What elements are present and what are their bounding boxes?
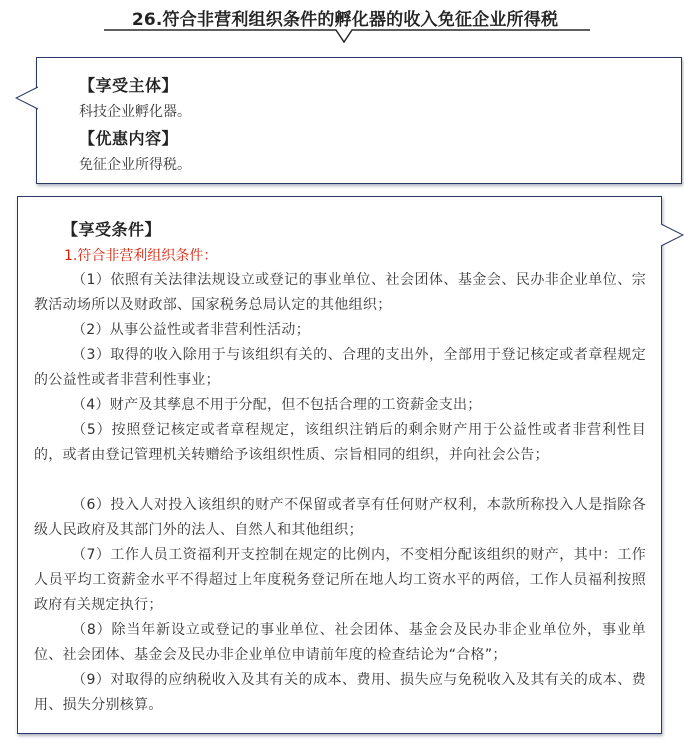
benefit-heading: 【优惠内容】 xyxy=(79,129,179,148)
subject-heading: 【享受主体】 xyxy=(79,76,179,95)
condition-item: （3）取得的收入除用于与该组织有关的、合理的支出外，全部用于登记核定或者章程规定的公益性或者非营利性事业； xyxy=(34,347,646,388)
condition-item: （8）除当年新设立或登记的事业单位、社会团体、基金会及民办非企业单位外，事业单位、社会团体、基金会及民办非企业单位申请前年度的检查结论为“合格”； xyxy=(34,622,646,663)
condition-item: （2）从事公益性或者非营利性活动； xyxy=(72,322,311,338)
conditions-subheading: 1.符合非营利组织条件： xyxy=(64,248,218,264)
conditions-heading: 【享受条件】 xyxy=(62,220,162,239)
condition-item: （4）财产及其孳息不用于分配，但不包括合理的工资薪金支出； xyxy=(72,397,482,413)
benefit-text: 免征企业所得税。 xyxy=(79,157,191,173)
condition-item: （1）依照有关法律法规设立或登记的事业单位、社会团体、基金会、民办非企业单位、宗教活动场所以及财政部、国家税务总局认定的其他组织； xyxy=(34,272,646,313)
card-pointer-left-icon xyxy=(15,86,39,110)
condition-item: （7）工作人员工资福利开支控制在规定的比例内，不变相分配该组织的财产，其中：工作人员平均工资薪金水平不得超过上年度税务登记所在地人均工资水平的两倍，工作人员福利按照政府有关规定执行； xyxy=(34,547,646,613)
card-pointer-right-icon xyxy=(660,223,684,247)
page-title: 26.符合非营利组织条件的孵化器的收入免征企业所得税 xyxy=(131,10,559,30)
title-banner xyxy=(100,4,590,44)
condition-item: （6）投入人对投入该组织的财产不保留或者享有任何财产权利，本款所称投入人是指除各级人民政府及其部门外的法人、自然人和其他组织； xyxy=(34,497,646,538)
condition-item: （5）按照登记核定或者章程规定，该组织注销后的剩余财产用于公益性或者非营利性目的，或者由登记管理机关转赠给予该组织性质、宗旨相同的组织，并向社会公告； xyxy=(34,422,646,463)
subject-benefit-card xyxy=(36,57,682,184)
subject-text: 科技企业孵化器。 xyxy=(79,104,191,120)
conditions-card xyxy=(17,196,662,734)
condition-item: （9）对取得的应纳税收入及其有关的成本、费用、损失应与免税收入及其有关的成本、费用、损失分别核算。 xyxy=(34,672,646,713)
